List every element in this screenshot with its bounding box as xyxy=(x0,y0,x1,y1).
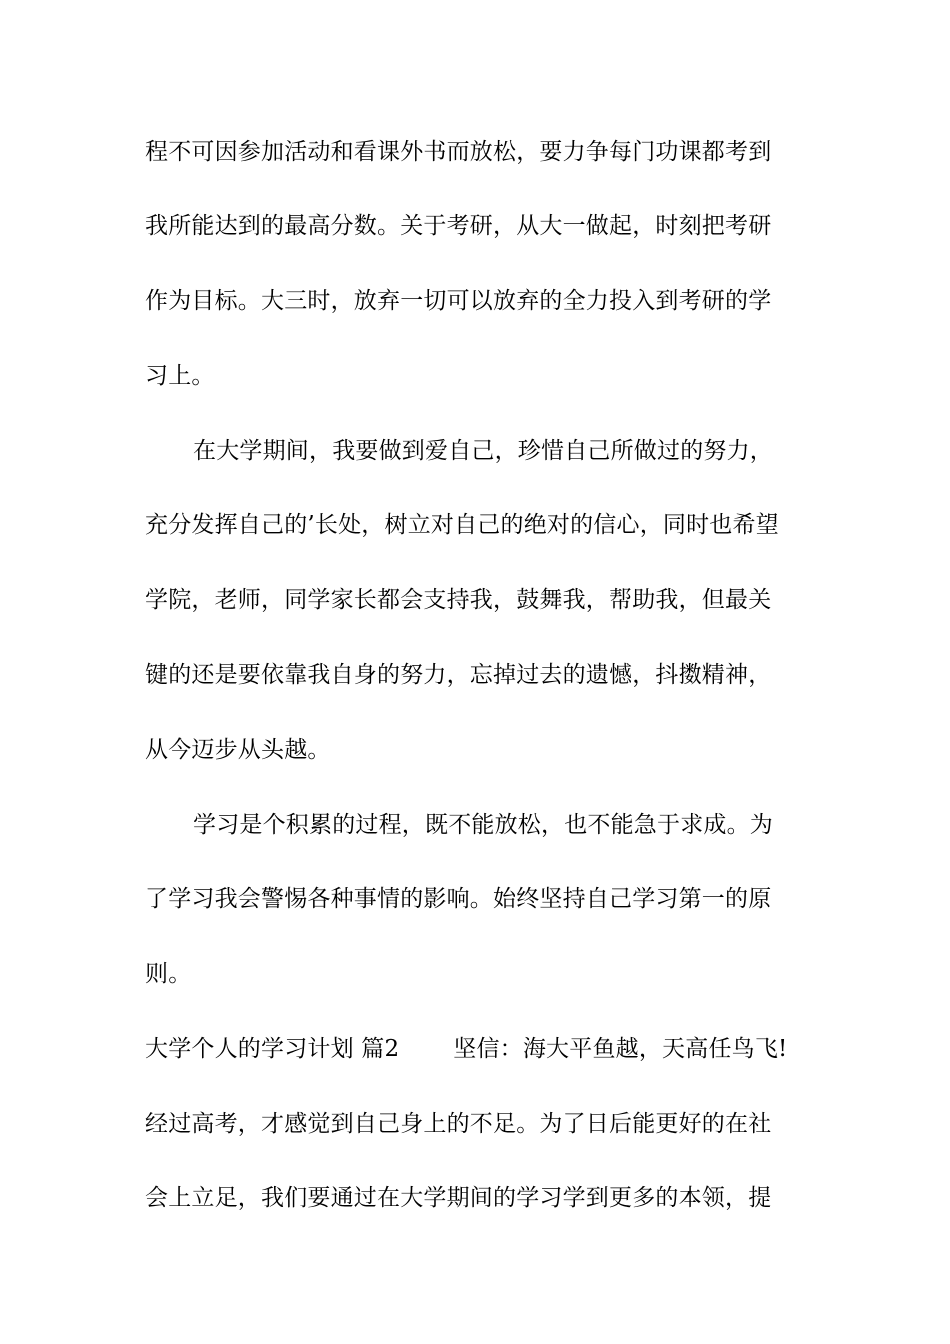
text-line: 我所能达到的最高分数。关于考研，从大一做起，时刻把考研 xyxy=(145,213,772,239)
text-line: 从今迈步从头越。 xyxy=(145,737,331,763)
text-line: 经过高考，才感觉到自己身上的不足。为了日后能更好的在社 xyxy=(145,1111,772,1137)
text-line: 学院，老师，同学家长都会支持我，鼓舞我，帮助我，但最关 xyxy=(145,587,772,613)
text-line: 充分发挥自己的’长处，树立对自己的绝对的信心，同时也希望 xyxy=(145,512,779,538)
text-line: 学习是个积累的过程，既不能放松，也不能急于求成。为 xyxy=(193,812,773,838)
text-line: 程不可因参加活动和看课外书而放松，要力争每门功课都考到 xyxy=(145,139,772,165)
text-line: 键的还是要依靠我自身的努力，忘掉过去的遗憾，抖擞精神， xyxy=(145,662,772,688)
text-line: 了学习我会警惕各种事情的影响。始终坚持自己学习第一的原 xyxy=(145,886,772,912)
section-heading-line: 大学个人的学习计划 篇2 坚信：海大平鱼越，天高任鸟飞! xyxy=(145,1036,788,1062)
text-line: 习上。 xyxy=(145,363,215,389)
text-line: 作为目标。大三时，放弃一切可以放弃的全力投入到考研的学 xyxy=(145,288,772,314)
text-line: 在大学期间，我要做到爱自己，珍惜自己所做过的努力， xyxy=(193,438,773,464)
text-line: 会上立足，我们要通过在大学期间的学习学到更多的本领，提 xyxy=(145,1185,772,1211)
text-line: 则。 xyxy=(145,961,192,987)
